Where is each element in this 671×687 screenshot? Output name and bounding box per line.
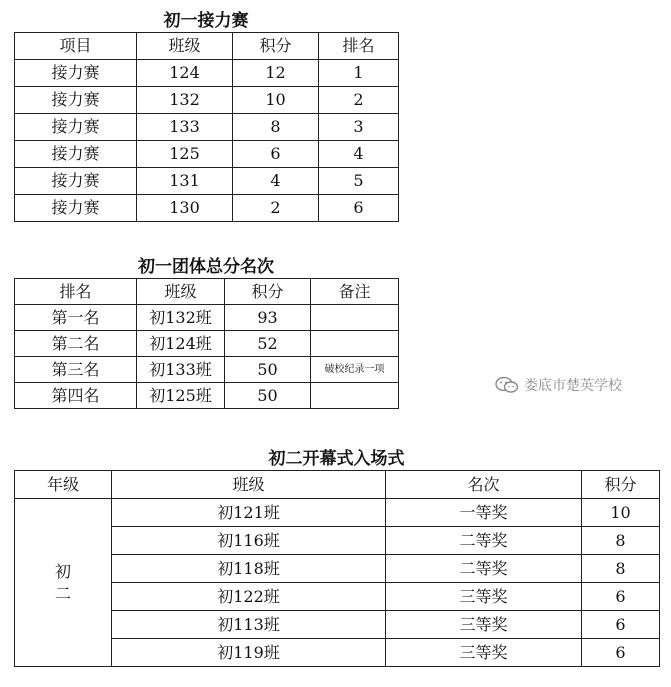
note-cell bbox=[311, 331, 399, 357]
table-row bbox=[15, 331, 399, 357]
header-cell: 排名 bbox=[15, 279, 137, 305]
cell: 6 bbox=[582, 583, 660, 611]
cell: 一等奖 bbox=[386, 499, 582, 527]
cell: 125 bbox=[137, 141, 233, 168]
cell: 2 bbox=[319, 87, 399, 114]
cell: 3 bbox=[319, 114, 399, 141]
relay-section bbox=[14, 10, 398, 222]
cell: 第二名 bbox=[15, 331, 137, 357]
cell: 52 bbox=[225, 331, 311, 357]
cell: 接力赛 bbox=[15, 195, 137, 222]
table-row bbox=[15, 60, 399, 87]
cell: 接力赛 bbox=[15, 141, 137, 168]
cell: 5 bbox=[319, 168, 399, 195]
opening-ceremony-title: 初二开幕式入场式 bbox=[268, 449, 405, 469]
cell: 8 bbox=[582, 527, 660, 555]
opening-ceremony-section bbox=[14, 448, 659, 667]
header-cell: 积分 bbox=[582, 471, 660, 499]
header-cell: 年级 bbox=[15, 471, 112, 499]
relay-table bbox=[14, 32, 399, 222]
cell: 12 bbox=[233, 60, 319, 87]
table-row bbox=[15, 87, 399, 114]
table-row bbox=[15, 168, 399, 195]
cell: 三等奖 bbox=[386, 611, 582, 639]
cell: 10 bbox=[233, 87, 319, 114]
table-row bbox=[15, 305, 399, 331]
cell: 第四名 bbox=[15, 383, 137, 409]
watermark-text: 娄底市楚英学校 bbox=[524, 378, 622, 394]
header-cell: 班级 bbox=[112, 471, 386, 499]
grade-line: 二 bbox=[54, 583, 71, 603]
grade-line: 初 bbox=[54, 561, 71, 581]
header-cell: 项目 bbox=[15, 33, 137, 60]
cell: 初125班 bbox=[137, 383, 225, 409]
opening-ceremony-table bbox=[14, 470, 660, 667]
cell: 初124班 bbox=[137, 331, 225, 357]
header-cell: 积分 bbox=[225, 279, 311, 305]
cell: 初119班 bbox=[112, 639, 386, 667]
table-row bbox=[15, 611, 660, 639]
header-cell: 班级 bbox=[137, 33, 233, 60]
header-cell: 名次 bbox=[386, 471, 582, 499]
cell: 4 bbox=[319, 141, 399, 168]
cell: 二等奖 bbox=[386, 555, 582, 583]
grade-cell bbox=[15, 499, 112, 667]
cell: 4 bbox=[233, 168, 319, 195]
table-header-row bbox=[15, 471, 660, 499]
cell: 第三名 bbox=[15, 357, 137, 383]
table-row bbox=[15, 114, 399, 141]
cell: 130 bbox=[137, 195, 233, 222]
note-cell bbox=[311, 383, 399, 409]
header-cell: 积分 bbox=[233, 33, 319, 60]
table-row bbox=[15, 639, 660, 667]
table-row bbox=[15, 555, 660, 583]
cell: 6 bbox=[582, 611, 660, 639]
header-cell: 班级 bbox=[137, 279, 225, 305]
table-row bbox=[15, 527, 660, 555]
table-row bbox=[15, 499, 660, 527]
cell: 初132班 bbox=[137, 305, 225, 331]
header-cell: 备注 bbox=[311, 279, 399, 305]
note-cell bbox=[311, 305, 399, 331]
cell: 第一名 bbox=[15, 305, 137, 331]
note-cell: 破校纪录一项 bbox=[311, 357, 399, 383]
table-header-row bbox=[15, 279, 399, 305]
cell: 二等奖 bbox=[386, 527, 582, 555]
table-row bbox=[15, 583, 660, 611]
cell: 三等奖 bbox=[386, 583, 582, 611]
cell: 132 bbox=[137, 87, 233, 114]
table-row bbox=[15, 195, 399, 222]
team-total-title: 初一团体总分名次 bbox=[138, 257, 274, 277]
cell: 124 bbox=[137, 60, 233, 87]
team-total-section bbox=[14, 256, 398, 409]
cell: 2 bbox=[233, 195, 319, 222]
cell: 接力赛 bbox=[15, 60, 137, 87]
table-row bbox=[15, 357, 399, 383]
cell: 接力赛 bbox=[15, 168, 137, 195]
cell: 初116班 bbox=[112, 527, 386, 555]
header-cell: 排名 bbox=[319, 33, 399, 60]
cell: 6 bbox=[319, 195, 399, 222]
cell: 1 bbox=[319, 60, 399, 87]
cell: 8 bbox=[582, 555, 660, 583]
relay-title: 初一接力赛 bbox=[163, 11, 249, 31]
cell: 8 bbox=[233, 114, 319, 141]
cell: 6 bbox=[582, 639, 660, 667]
cell: 接力赛 bbox=[15, 87, 137, 114]
cell: 50 bbox=[225, 383, 311, 409]
cell: 50 bbox=[225, 357, 311, 383]
cell: 三等奖 bbox=[386, 639, 582, 667]
team-total-table bbox=[14, 278, 399, 409]
cell: 初133班 bbox=[137, 357, 225, 383]
cell: 初122班 bbox=[112, 583, 386, 611]
cell: 6 bbox=[233, 141, 319, 168]
wechat-icon bbox=[494, 375, 520, 395]
table-row bbox=[15, 141, 399, 168]
cell: 初121班 bbox=[112, 499, 386, 527]
cell: 93 bbox=[225, 305, 311, 331]
cell: 接力赛 bbox=[15, 114, 137, 141]
cell: 131 bbox=[137, 168, 233, 195]
cell: 初113班 bbox=[112, 611, 386, 639]
table-row bbox=[15, 383, 399, 409]
cell: 初118班 bbox=[112, 555, 386, 583]
watermark bbox=[494, 375, 622, 395]
table-header-row bbox=[15, 33, 399, 60]
cell: 133 bbox=[137, 114, 233, 141]
cell: 10 bbox=[582, 499, 660, 527]
